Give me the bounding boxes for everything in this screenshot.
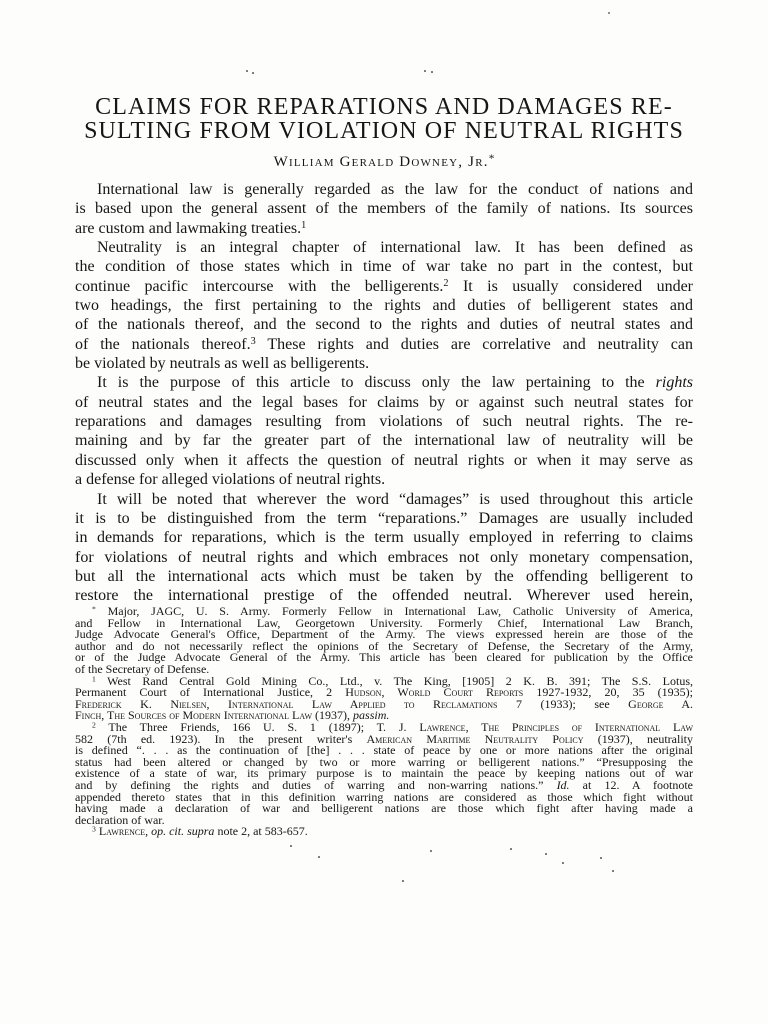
- line-text: two headings, the first pertaining to the rights and duties of belligerent states and: [75, 297, 693, 315]
- line-text: International law is generally regarded as the law for the conduct of nations and: [97, 181, 693, 198]
- line-text: a defense for alleged violations of neutral rights.: [75, 471, 386, 489]
- line-text: be violated by neutrals as well as belligerents.: [75, 355, 370, 373]
- line-text: The Three Friends, 166 U. S. 1 (1897); T. J.: [95, 719, 420, 734]
- small-caps-text: American Maritime Neutrality Policy: [366, 731, 584, 746]
- line-text: (1937), neutrality: [583, 731, 694, 746]
- small-caps-text: George A.: [628, 696, 693, 711]
- small-caps-text: Hudson, World Court Reports: [345, 685, 524, 700]
- scan-speck: [246, 70, 248, 72]
- line-text: It is usually considered under: [448, 277, 693, 295]
- line-text: ,: [145, 824, 152, 839]
- line-text: appended thereto states that in this definition warring nations are considered as those which fight without: [75, 789, 693, 804]
- body-line: [75, 412, 693, 431]
- body-line: [75, 431, 693, 450]
- body-line: [75, 528, 693, 547]
- footnote-marker: 3: [250, 335, 256, 347]
- line-text: 1927-1932, 20, 35 (1935);: [523, 685, 693, 700]
- body-line: [75, 470, 693, 489]
- scan-speck: [510, 848, 512, 850]
- line-text: but all the international acts which must be taken by the offending belligerent to: [75, 567, 693, 585]
- scan-speck: [600, 857, 602, 859]
- footnote-line: [75, 803, 693, 815]
- scan-speck: [562, 862, 564, 864]
- italic-text: rights: [655, 374, 693, 392]
- title-line: SULTING FROM VIOLATION OF NEUTRAL RIGHTS: [84, 118, 684, 144]
- line-text: discussed only when it affects the question of neutral rights or when it may serve as: [75, 451, 693, 469]
- italic-text: passim.: [353, 708, 390, 723]
- line-text: and Fellow in International Law, Georgetown University. Formerly Chief, International Law Branch,: [75, 615, 693, 630]
- scan-speck: [252, 72, 254, 74]
- body-line: [75, 238, 693, 257]
- line-text: status had been altered or changed by two or more warring or belligerent nations.” “Presupposing the: [75, 754, 693, 769]
- line-text: existence of a state of war, its primary purpose is to maintain the peace by keeping nations out of war: [75, 766, 693, 781]
- line-text: declaration of war.: [75, 812, 165, 827]
- scan-speck: [290, 845, 292, 847]
- footnote: [75, 826, 693, 838]
- body-paragraph: [75, 238, 693, 373]
- author-footnote-marker: *: [488, 153, 495, 166]
- scan-speck: [608, 12, 610, 14]
- small-caps-text: Lawrence, The Principles of International Law: [419, 719, 693, 734]
- body-line: [75, 490, 693, 509]
- line-text: Permanent Court of International Justice, 2: [75, 685, 346, 700]
- footnotes: [75, 606, 693, 838]
- line-text: having made a declaration of war and belligerent nations are those which fight after having made a: [75, 801, 693, 816]
- body-line: [75, 296, 693, 315]
- author-byline: [0, 153, 768, 171]
- body-line: [75, 354, 693, 373]
- line-text: Judge Advocate General's Office, Department of the Army. The views expressed herein are those of the: [75, 627, 693, 642]
- footnote-marker: *: [92, 604, 96, 614]
- footnote-marker: 3: [92, 824, 96, 834]
- line-text: it is to be distinguished from the term “reparations.” Damages are usually included: [75, 509, 693, 527]
- body-line: [75, 257, 693, 276]
- body-line: [75, 586, 693, 605]
- line-text: and by defining the rights and duties of warring and non-warring nations.”: [75, 777, 557, 792]
- author-name: William Gerald Downey, Jr.: [273, 154, 489, 170]
- line-text: Neutrality is an integral chapter of international law. It has been defined as: [97, 239, 693, 257]
- line-text: is based upon the general assent of the members of the family of nations. Its sources: [75, 200, 693, 218]
- body-line: [75, 393, 693, 412]
- line-text: or of the Judge Advocate General of the Army. This article has been cleared for publication by the Office: [75, 650, 693, 665]
- line-text: These rights and duties are correlative and neutrality can: [255, 335, 693, 353]
- line-text: of the nationals thereof, and the second to the rights and duties of neutral states and: [75, 316, 693, 334]
- body-paragraph: [75, 373, 693, 489]
- body-line: [75, 277, 693, 296]
- line-text: the condition of those states which in time of war take no part in the contest, but: [75, 258, 693, 276]
- line-text: at 12. A footnote: [569, 777, 693, 792]
- scan-speck: [424, 70, 426, 72]
- footnote: [75, 606, 693, 676]
- scan-speck: [430, 850, 432, 852]
- line-text: author and do not necessarily reflect the opinions of the Secretary of Defense, the Secretary of the Army,: [75, 638, 693, 653]
- italic-text: Id.: [556, 777, 570, 792]
- line-text: (1937),: [312, 708, 354, 723]
- line-text: West Rand Central Gold Mining Co., Ltd., v. The King, [1905] 2 K. B. 391; The S.S. Lotus,: [95, 673, 693, 688]
- line-text: reparations and damages resulting from violations of such neutral rights. The re-: [75, 413, 693, 431]
- line-text: 582 (7th ed. 1923). In the present writer's: [75, 731, 367, 746]
- line-text: restore the international prestige of the offended neutral. Wherever used herein,: [75, 587, 693, 605]
- small-caps-text: Lawrence: [98, 824, 146, 839]
- scan-speck: [402, 880, 404, 882]
- body-line: [75, 219, 693, 238]
- body-line: [75, 180, 693, 199]
- line-text: in demands for reparations, which is the term usually employed in referring to claims: [75, 529, 693, 547]
- article-title: [0, 95, 768, 143]
- small-caps-text: Finch, The Sources of Modern International Law: [75, 708, 313, 723]
- line-text: continue pacific intercourse with the belligerents.: [75, 277, 444, 295]
- footnote-marker: 1: [92, 673, 96, 683]
- footnote: [75, 673, 693, 723]
- body-line: [75, 567, 693, 586]
- line-text: maining and by far the greater part of the international law of neutrality will be: [75, 432, 693, 450]
- body-line: [75, 509, 693, 528]
- footnote: [75, 719, 694, 827]
- italic-text: op. cit. supra: [151, 824, 215, 839]
- article-body: [75, 180, 693, 606]
- line-text: of neutral states and the legal bases for claims by or against such neutral states for: [75, 393, 693, 411]
- line-text: for violations of neutral rights and which embraces not only monetary compensation,: [75, 548, 693, 566]
- body-paragraph: [75, 490, 693, 606]
- line-text: of the nationals thereof.: [75, 335, 251, 353]
- body-line: [75, 199, 693, 218]
- line-text: is defined “. . . as the continuation of [the] . . . state of peace by one or more nations after the original: [75, 743, 693, 758]
- scan-speck: [318, 856, 320, 858]
- body-line: [75, 548, 693, 567]
- line-text: It is the purpose of this article to discuss only the law pertaining to the: [97, 374, 656, 392]
- small-caps-text: Frederick K. Nielsen, International Law Applied to Reclamations: [75, 696, 498, 711]
- body-line: [75, 335, 693, 354]
- scan-speck: [612, 870, 614, 872]
- line-text: are custom and lawmaking treaties.: [75, 219, 302, 237]
- footnote-marker: 2: [92, 720, 96, 730]
- footnote-marker: 1: [301, 219, 307, 231]
- scan-speck: [545, 853, 547, 855]
- line-text: 7 (1933); see: [497, 696, 629, 711]
- body-line: [75, 315, 693, 334]
- line-text: of the Secretary of Defense.: [75, 661, 210, 676]
- body-line: [75, 373, 693, 392]
- title-line: CLAIMS FOR REPARATIONS AND DAMAGES RE-: [95, 94, 673, 120]
- footnote-marker: 2: [443, 277, 449, 289]
- line-text: It will be noted that wherever the word “damages” is used throughout this article: [97, 490, 693, 508]
- line-text: Major, JAGC, U. S. Army. Formerly Fellow in International Law, Catholic University of America,: [95, 604, 693, 618]
- scan-speck: [431, 71, 433, 73]
- body-line: [75, 451, 693, 470]
- body-paragraph: [75, 180, 693, 238]
- footnote-line: [75, 826, 693, 838]
- line-text: note 2, at 583-657.: [214, 824, 308, 839]
